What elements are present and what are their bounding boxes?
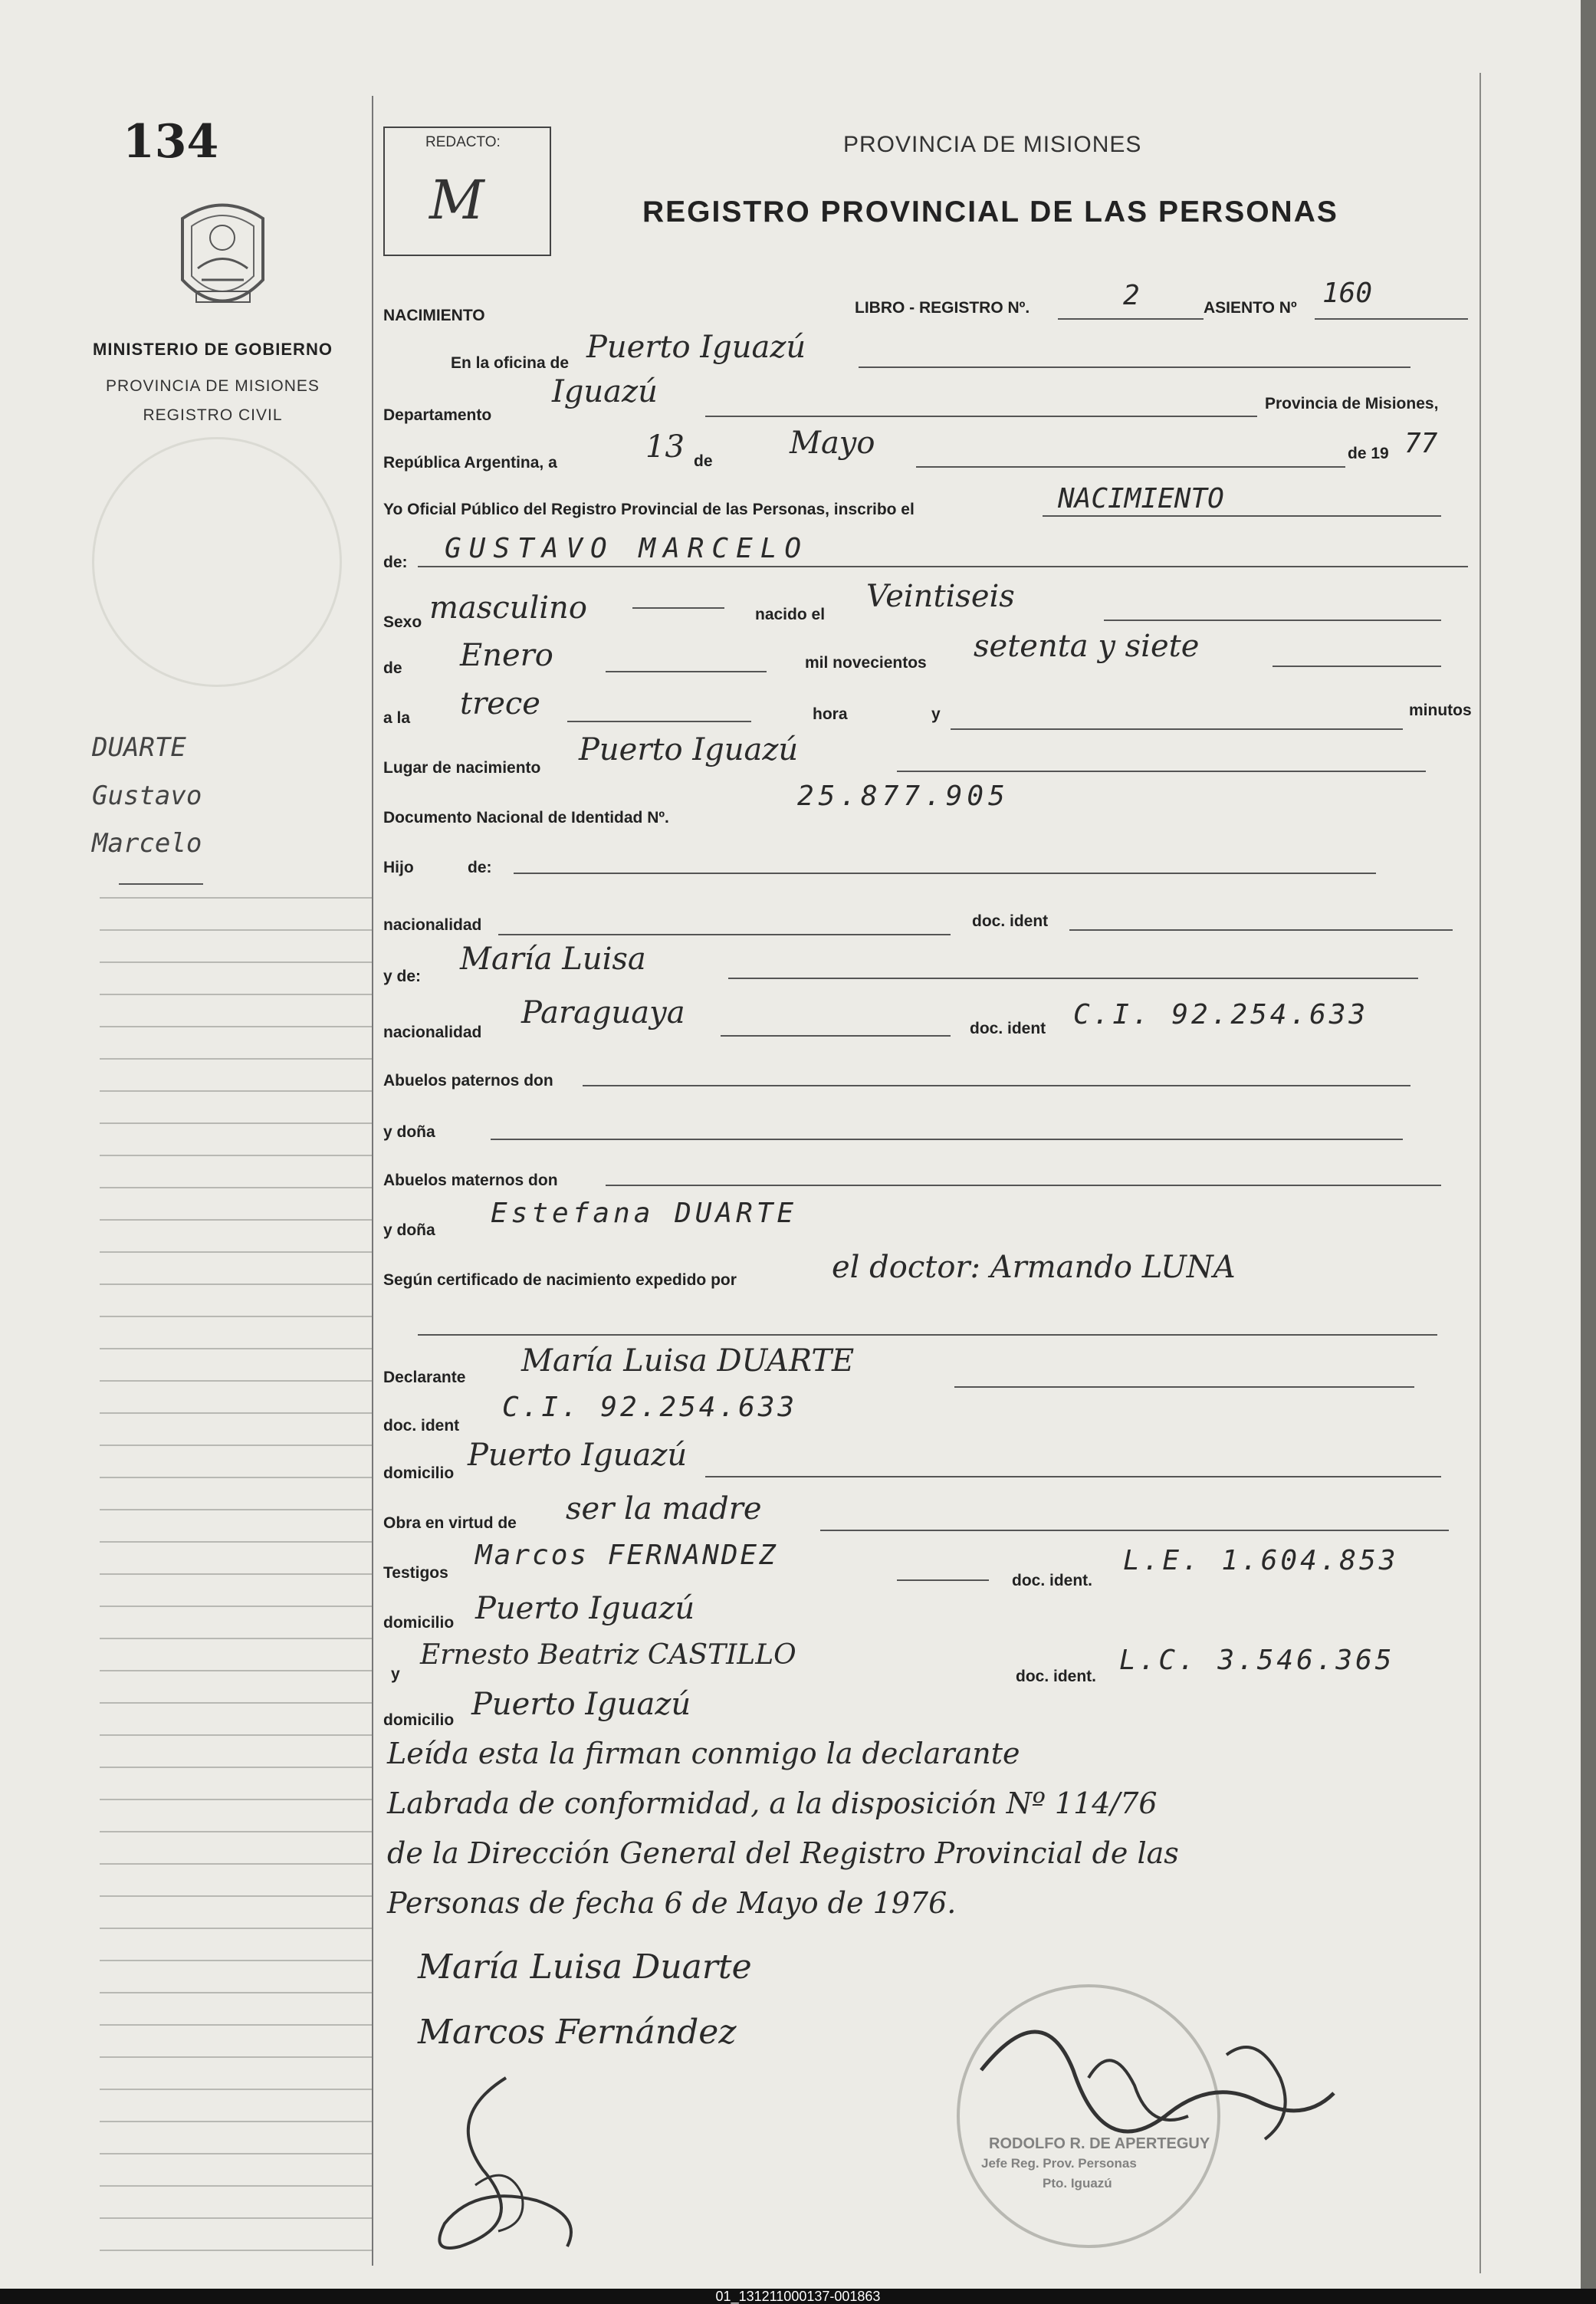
margin-rule (100, 1348, 372, 1349)
ministerio-label: MINISTERIO DE GOBIERNO (93, 340, 333, 359)
y-label: y (931, 705, 941, 723)
dni-label: Documento Nacional de Identidad Nº. (383, 809, 669, 827)
margin-rule (100, 994, 372, 995)
margin-rule (100, 929, 372, 931)
oficina-value: Puerto Iguazú (586, 330, 806, 365)
domicilio1-line (705, 1476, 1441, 1477)
column-divider (372, 96, 373, 2266)
nacionalidad2-value: Paraguaya (521, 995, 685, 1030)
faint-stamp (92, 437, 342, 687)
redacto-value: M (429, 169, 484, 232)
margin-rule (100, 1477, 372, 1478)
margin-rule (100, 1509, 372, 1510)
hora-label: hora (813, 705, 848, 723)
stamp-line-1: RODOLFO R. DE APERTEGUY (989, 2135, 1210, 2152)
y2-label: y (391, 1665, 400, 1683)
nota-line-2: Labrada de conformidad, a la disposición Nº 114/76 (387, 1786, 1158, 1820)
de2-label: de (383, 659, 402, 677)
docident3-value: C.I. 92.254.633 (502, 1392, 798, 1423)
margin-rule (100, 2250, 372, 2251)
oficina-label: En la oficina de (451, 354, 570, 372)
anio-label: de 19 (1348, 445, 1389, 462)
asiento-value: 160 (1322, 278, 1373, 309)
mes-nac-line (606, 671, 767, 672)
minutos-line (951, 728, 1403, 730)
margin-rule (100, 1895, 372, 1897)
domicilio3-label: domicilio (383, 1711, 455, 1729)
anio-nac-value: setenta y siete (974, 629, 1200, 664)
hora-line (567, 721, 751, 722)
nacionalidad1-label: nacionalidad (383, 916, 482, 934)
madre-value: María Luisa (460, 942, 646, 977)
margin-note-name2: Marcelo (92, 828, 202, 859)
margin-rule (100, 1058, 372, 1060)
certificado-line2 (418, 1334, 1437, 1336)
margin-note-name1: Gustavo (92, 781, 202, 811)
nota-line-3: de la Dirección General del Registro Provincial de las (387, 1836, 1179, 1870)
margin-rule (100, 2121, 372, 2122)
provincia-form-label: Provincia de Misiones, (1265, 395, 1439, 412)
margin-rule (100, 1380, 372, 1382)
margin-rule (100, 1702, 372, 1704)
oficina-line (859, 366, 1410, 368)
margin-rule (100, 1026, 372, 1027)
margin-rule (100, 1831, 372, 1832)
de-nombre-label: de: (383, 554, 408, 571)
nacionalidad2-line (721, 1035, 951, 1037)
lugar-label: Lugar de nacimiento (383, 759, 541, 777)
registro-civil-label: REGISTRO CIVIL (143, 406, 283, 424)
margin-rule (100, 2089, 372, 2090)
testigos-label: Testigos (383, 1564, 448, 1582)
margin-rule (100, 1573, 372, 1575)
margin-rule (100, 1960, 372, 1961)
margin-rule (100, 1316, 372, 1317)
testigo1-line (897, 1579, 989, 1581)
anio-value: 77 (1404, 428, 1438, 459)
sexo-label: Sexo (383, 613, 422, 631)
lugar-line (897, 771, 1426, 772)
official-signature (935, 1963, 1364, 2254)
domicilio1-value: Puerto Iguazú (468, 1438, 688, 1473)
obra-value: ser la madre (566, 1491, 762, 1527)
libro-line (1058, 318, 1204, 320)
margin-rule (100, 1541, 372, 1543)
margin-rule (100, 2056, 372, 2058)
mes-value: Mayo (790, 426, 875, 461)
testigo2-value: Ernesto Beatriz CASTILLO (420, 1639, 796, 1671)
hijo-de-label: de: (468, 859, 492, 876)
libro-value: 2 (1123, 280, 1140, 311)
minutos-label: minutos (1409, 702, 1472, 719)
document-title: REGISTRO PROVINCIAL DE LAS PERSONAS (642, 196, 1338, 228)
asiento-label: ASIENTO Nº (1204, 299, 1297, 317)
certificado-value: el doctor: Armando LUNA (832, 1250, 1236, 1285)
sexo-line (632, 607, 724, 609)
domicilio1-label: domicilio (383, 1464, 455, 1482)
right-margin-line (1479, 73, 1481, 2273)
declarante-line (954, 1386, 1414, 1388)
provincia-left-label: PROVINCIA DE MISIONES (106, 377, 320, 395)
margin-rule (100, 1090, 372, 1092)
docident4-label: doc. ident. (1012, 1572, 1092, 1589)
page-number: 134 (123, 115, 219, 169)
docident3-label: doc. ident (383, 1417, 460, 1435)
nacido-label: nacido el (755, 606, 826, 623)
oficial-label: Yo Oficial Público del Registro Provincial de las Personas, inscribo el (383, 501, 915, 518)
redacto-label: REDACTO: (425, 134, 501, 150)
sexo-value: masculino (429, 590, 587, 626)
dia-value: 13 (645, 429, 685, 465)
docident5-label: doc. ident. (1016, 1668, 1096, 1685)
docident1-label: doc. ident (972, 912, 1049, 930)
nacimiento-label: NACIMIENTO (383, 307, 485, 324)
de-label: de (694, 452, 713, 470)
domicilio3-value: Puerto Iguazú (471, 1687, 691, 1722)
abuelos-mat-line (606, 1185, 1441, 1186)
mes-line (916, 466, 1345, 468)
ala-label: a la (383, 709, 411, 727)
margin-rule (100, 1992, 372, 1993)
obra-line (820, 1530, 1449, 1531)
libro-label: LIBRO - REGISTRO Nº. (855, 299, 1030, 317)
margin-rule (100, 1187, 372, 1188)
testigo1-value: Marcos FERNANDEZ (475, 1540, 778, 1571)
margin-rule (100, 961, 372, 963)
margin-rule (100, 2185, 372, 2187)
hijo-line (514, 873, 1376, 874)
abuelos-pat-label: Abuelos paternos don (383, 1072, 553, 1090)
yde-label: y de: (383, 968, 422, 985)
stamp-line-2: Jefe Reg. Prov. Personas (981, 2156, 1137, 2171)
provincia-header: PROVINCIA DE MISIONES (843, 132, 1142, 157)
docident2-label: doc. ident (970, 1020, 1046, 1037)
abuelos-pat-line (583, 1085, 1410, 1086)
margin-rule (100, 1767, 372, 1768)
stamp-line-3: Pto. Iguazú (1043, 2176, 1112, 2191)
certificado-label: Según certificado de nacimiento expedido por (383, 1271, 737, 1289)
nombre-line (418, 566, 1468, 567)
margin-rule (100, 1606, 372, 1607)
margin-rule (100, 897, 372, 899)
file-id-footer: 01_131211000137-001863 (0, 2289, 1596, 2304)
declarante-label: Declarante (383, 1369, 466, 1386)
docident4-value: L.E. 1.604.853 (1123, 1545, 1399, 1576)
nota-line-1: Leída esta la firman conmigo la declarante (387, 1737, 1020, 1770)
margin-rule (100, 1734, 372, 1736)
margin-note-surname: DUARTE (92, 732, 186, 763)
margin-rule (100, 1928, 372, 1929)
margin-rule (100, 2153, 372, 2154)
margin-rule (100, 1122, 372, 1124)
margin-rule (100, 1219, 372, 1221)
margin-note-underline (119, 883, 203, 885)
abuelos-mat-label: Abuelos maternos don (383, 1172, 558, 1189)
firma-testigo: Marcos Fernández (418, 2013, 737, 2052)
ydona1-line (491, 1139, 1403, 1140)
hora-value: trece (460, 686, 540, 721)
margin-rule (100, 1799, 372, 1800)
nacido-line (1104, 620, 1441, 621)
oficial-line (1043, 515, 1441, 517)
ydona1-label: y doña (383, 1123, 435, 1141)
nacionalidad1-line (498, 934, 951, 935)
abuela-mat-value: Estefana DUARTE (491, 1198, 798, 1229)
dni-value: 25.877.905 (797, 781, 1010, 812)
republica-label: República Argentina, a (383, 454, 557, 472)
nota-line-4: Personas de fecha 6 de Mayo de 1976. (387, 1886, 957, 1920)
margin-rule (100, 2024, 372, 2026)
domicilio2-label: domicilio (383, 1614, 455, 1632)
departamento-value: Iguazú (552, 374, 658, 409)
departamento-line (705, 416, 1257, 417)
asiento-line (1315, 318, 1468, 320)
margin-rule (100, 1445, 372, 1446)
nombre-value: GUSTAVO MARCELO (445, 533, 809, 564)
mes-nac-value: Enero (460, 638, 553, 673)
domicilio2-value: Puerto Iguazú (475, 1591, 695, 1626)
margin-rule (100, 1412, 372, 1414)
margin-rule (100, 2217, 372, 2219)
obra-label: Obra en virtud de (383, 1514, 517, 1532)
margin-rule (100, 1283, 372, 1285)
departamento-label: Departamento (383, 406, 492, 424)
margin-rule (100, 1251, 372, 1253)
docident1-line (1069, 929, 1453, 931)
nacido-value: Veintiseis (866, 579, 1015, 614)
hijo-label: Hijo (383, 859, 414, 876)
docident5-value: L.C. 3.546.365 (1119, 1645, 1395, 1676)
madre-line (728, 978, 1418, 979)
firma-declarante: María Luisa Duarte (418, 1947, 752, 1987)
margin-rule (100, 1638, 372, 1639)
ydona2-label: y doña (383, 1221, 435, 1239)
margin-rule (100, 1155, 372, 1156)
margin-rule (100, 1863, 372, 1865)
mil-label: mil novecientos (805, 654, 927, 672)
margin-rule (100, 1670, 372, 1671)
docident2-value: C.I. 92.254.633 (1073, 999, 1369, 1030)
anio-nac-line (1273, 666, 1441, 667)
signature-scribble (414, 2070, 598, 2262)
lugar-value: Puerto Iguazú (579, 732, 799, 767)
misiones-seal-icon (175, 196, 271, 318)
oficial-value: NACIMIENTO (1058, 483, 1224, 514)
nacionalidad2-label: nacionalidad (383, 1024, 482, 1041)
declarante-value: María Luisa DUARTE (521, 1343, 855, 1379)
